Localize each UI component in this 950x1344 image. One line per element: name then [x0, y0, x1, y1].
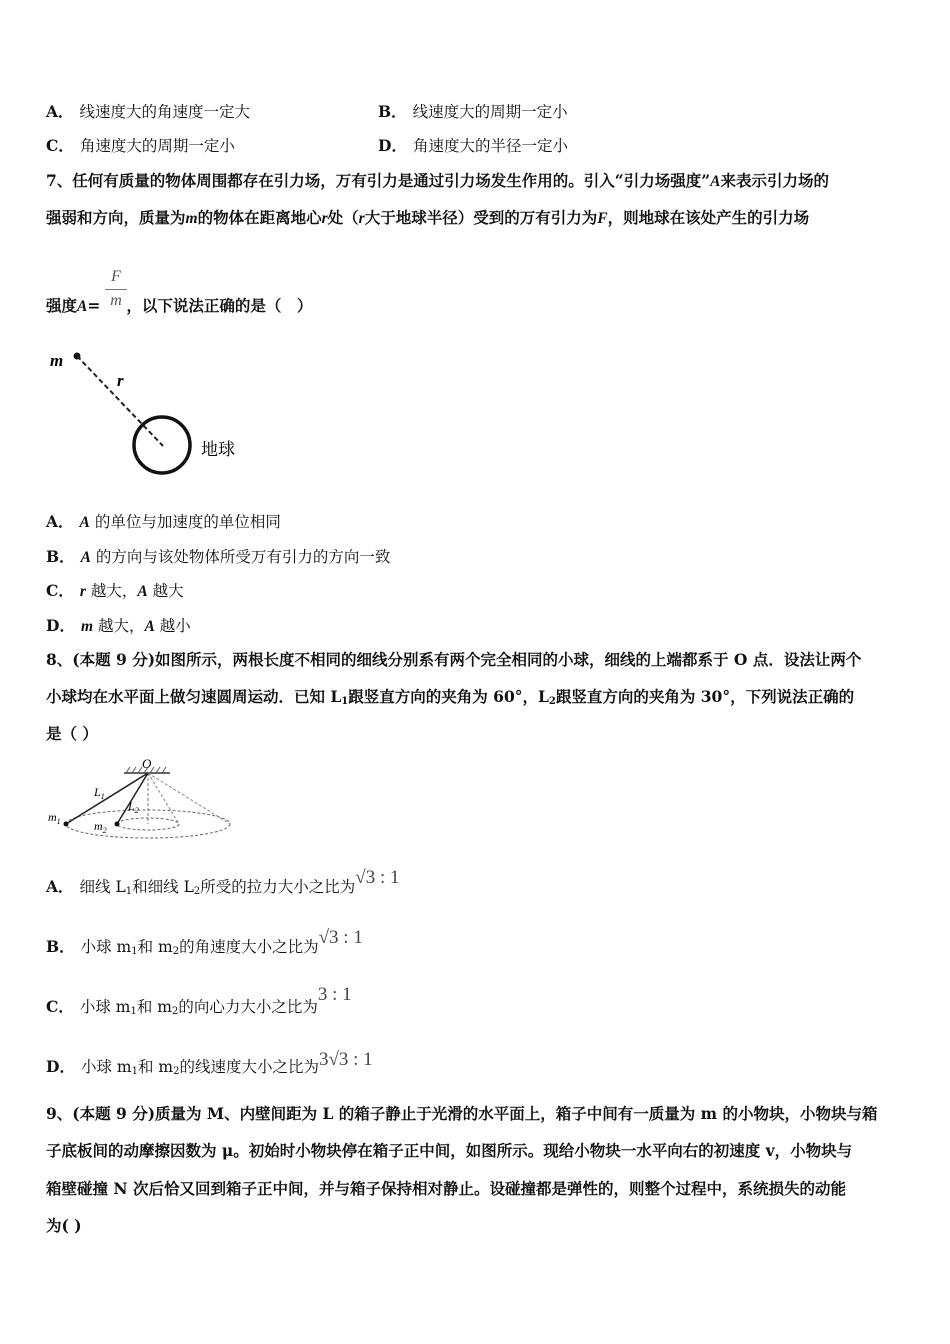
text: 细线 L	[79, 878, 126, 896]
option-label: B．	[46, 547, 75, 566]
denominator: m	[110, 292, 122, 309]
subscript: 1	[125, 886, 133, 897]
label-m1: $m_1$	[48, 810, 61, 826]
q6-option-c	[46, 136, 235, 156]
option-text: 角速度大的周期一定小	[79, 137, 235, 155]
text: 和 m	[137, 1058, 174, 1076]
q8-stem-line-1: 8、(本题 9 分)如图所示，两根长度不相同的细线分别系有两个完全相同的小球，细线的上端都系于 O 点．设法让两个	[46, 650, 862, 669]
ratio-math: 3√3 : 1	[318, 1049, 373, 1070]
var-r: r	[358, 210, 365, 227]
text: 跟竖直方向的夹角为 30°，下列说法正确的	[555, 687, 855, 706]
q9-stem-line-1: 9、(本题 9 分)质量为 M、内壁间距为 L 的箱子静止于光滑的水平面上，箱子中间有一质量为 m 的小物块，小物块与箱	[46, 1104, 878, 1123]
q6-option-d	[378, 136, 568, 156]
string-l1	[66, 773, 148, 824]
q7-option-d	[46, 616, 191, 637]
q9-stem-line-2: 子底板间的动摩擦因数为 μ。初始时小物块停在箱子正中间，如图所示。现给小物块一水平向右的初速度 v，小物块与	[46, 1141, 853, 1160]
option-label: D．	[46, 1057, 75, 1076]
subscript: 2	[548, 696, 556, 707]
var-a: A	[144, 618, 155, 635]
text: 小球 m	[80, 1058, 132, 1076]
text: ，以下说法正确的是（ ）	[126, 296, 313, 315]
text: 7、任何有质量的物体周围都存在引力场，万有引力是通过引力场发生作用的。引入“引力场强度”	[46, 171, 711, 190]
ball-m1	[64, 822, 69, 827]
fraction-f-over-m	[105, 268, 127, 311]
option-label: A．	[46, 102, 74, 121]
option-label: A．	[46, 512, 74, 531]
subscript: 1	[131, 946, 138, 957]
ball-m2	[115, 822, 120, 827]
subscript: 2	[172, 946, 180, 957]
ratio-math: √3 : 1	[355, 867, 400, 888]
text: 的角速度大小之比为	[179, 938, 319, 956]
option-text: 线速度大的角速度一定大	[79, 103, 251, 121]
text: 来表示引力场的	[720, 171, 829, 190]
text: 强弱和方向，质量为	[46, 208, 186, 227]
distance-r-line	[77, 356, 163, 446]
q7-option-a	[46, 512, 281, 533]
var-a: A	[77, 298, 88, 315]
option-label: D．	[378, 136, 407, 155]
text: 处（	[327, 208, 359, 227]
ratio-math: 3 : 1	[317, 984, 352, 1005]
text: 小球 m	[79, 998, 131, 1016]
option-label: B．	[378, 102, 407, 121]
q6-option-a	[46, 102, 250, 122]
q6-option-b	[378, 102, 568, 122]
label-r: r	[117, 371, 124, 390]
fraction-bar	[105, 289, 127, 290]
q7-stem-line-3	[46, 296, 312, 317]
subscript: 1	[130, 1006, 137, 1017]
var-m: m	[80, 618, 94, 635]
var-a: A	[137, 583, 148, 600]
option-text: 越小	[159, 617, 191, 635]
var-a: A	[80, 549, 91, 566]
q7-option-b	[46, 547, 390, 568]
label-earth: 地球	[201, 440, 235, 459]
option-text: 的单位与加速度的单位相同	[94, 513, 281, 531]
q8-stem-line-2	[46, 687, 854, 712]
label-o: O	[142, 756, 152, 771]
option-label: D．	[46, 616, 75, 635]
text: 跟竖直方向的夹角为 60°，L	[348, 687, 549, 706]
var-r: r	[79, 583, 86, 600]
option-text: 越大	[152, 582, 184, 600]
q8-option-a	[46, 867, 400, 902]
cone-edge-1	[148, 773, 230, 824]
var-m: m	[185, 210, 198, 227]
q9-stem-line-3: 箱壁碰撞 N 次后恰又回到箱子正中间，并与箱子保持相对静止。设碰撞都是弹性的，则整个过程中，系统损失的动能	[46, 1179, 846, 1198]
text: 小球均在水平面上做匀速圆周运动．已知 L	[46, 687, 342, 706]
text: 的线速度大小之比为	[179, 1058, 319, 1076]
subscript: 1	[131, 1066, 138, 1077]
equals: =	[87, 296, 101, 315]
option-label: C．	[46, 997, 74, 1016]
option-text: 越大，	[97, 617, 145, 635]
q7-option-c	[46, 581, 184, 602]
label-l2: $L_2$	[128, 799, 139, 815]
option-label: C．	[46, 136, 74, 155]
text: 和 m	[136, 998, 172, 1016]
text: 大于地球半径）受到的万有引力为	[364, 208, 598, 227]
subscript: 2	[173, 1066, 180, 1077]
text: 和细线 L	[132, 878, 194, 896]
subscript: 2	[171, 1006, 179, 1017]
q8-option-d	[46, 1049, 373, 1082]
text: 所受的拉力大小之比为	[200, 878, 356, 896]
option-label: C．	[46, 581, 74, 600]
ratio-math: √3 : 1	[318, 927, 363, 948]
subscript: 2	[193, 886, 201, 897]
subscript: 1	[341, 696, 349, 707]
var-a: A	[710, 173, 721, 190]
label-m2: $m_2$	[94, 819, 107, 835]
option-label: A．	[46, 877, 74, 896]
q9-stem-line-4: 为( )	[46, 1216, 82, 1235]
option-text: 角速度大的半径一定小	[412, 137, 568, 155]
label-m: m	[50, 351, 64, 370]
q8-option-b	[46, 927, 363, 962]
option-label: B．	[46, 937, 75, 956]
text: 的物体在距离地心	[197, 208, 322, 227]
text: ，则地球在该处产生的引力场	[607, 208, 810, 227]
earth-field-figure	[40, 340, 260, 480]
var-r: r	[321, 210, 328, 227]
q8-stem-line-3: 是（ ）	[46, 724, 98, 743]
label-l1: $L_1$	[94, 785, 105, 801]
option-text: 线速度大的周期一定小	[412, 103, 568, 121]
text: 强度	[46, 296, 78, 315]
cone-edge-2	[148, 773, 179, 824]
text: 和 m	[137, 938, 173, 956]
text: 小球 m	[80, 938, 132, 956]
option-text: 越大，	[90, 582, 138, 600]
text: 的向心力大小之比为	[178, 998, 318, 1016]
var-a: A	[79, 514, 90, 531]
numerator: F	[111, 268, 121, 285]
option-text: 的方向与该处物体所受万有引力的方向一致	[95, 548, 391, 566]
q8-option-c	[46, 984, 352, 1022]
q7-stem-line-2	[46, 208, 809, 229]
conical-pendulum-figure	[44, 756, 234, 846]
var-f: F	[597, 210, 608, 227]
q7-stem-line-1	[46, 171, 829, 192]
